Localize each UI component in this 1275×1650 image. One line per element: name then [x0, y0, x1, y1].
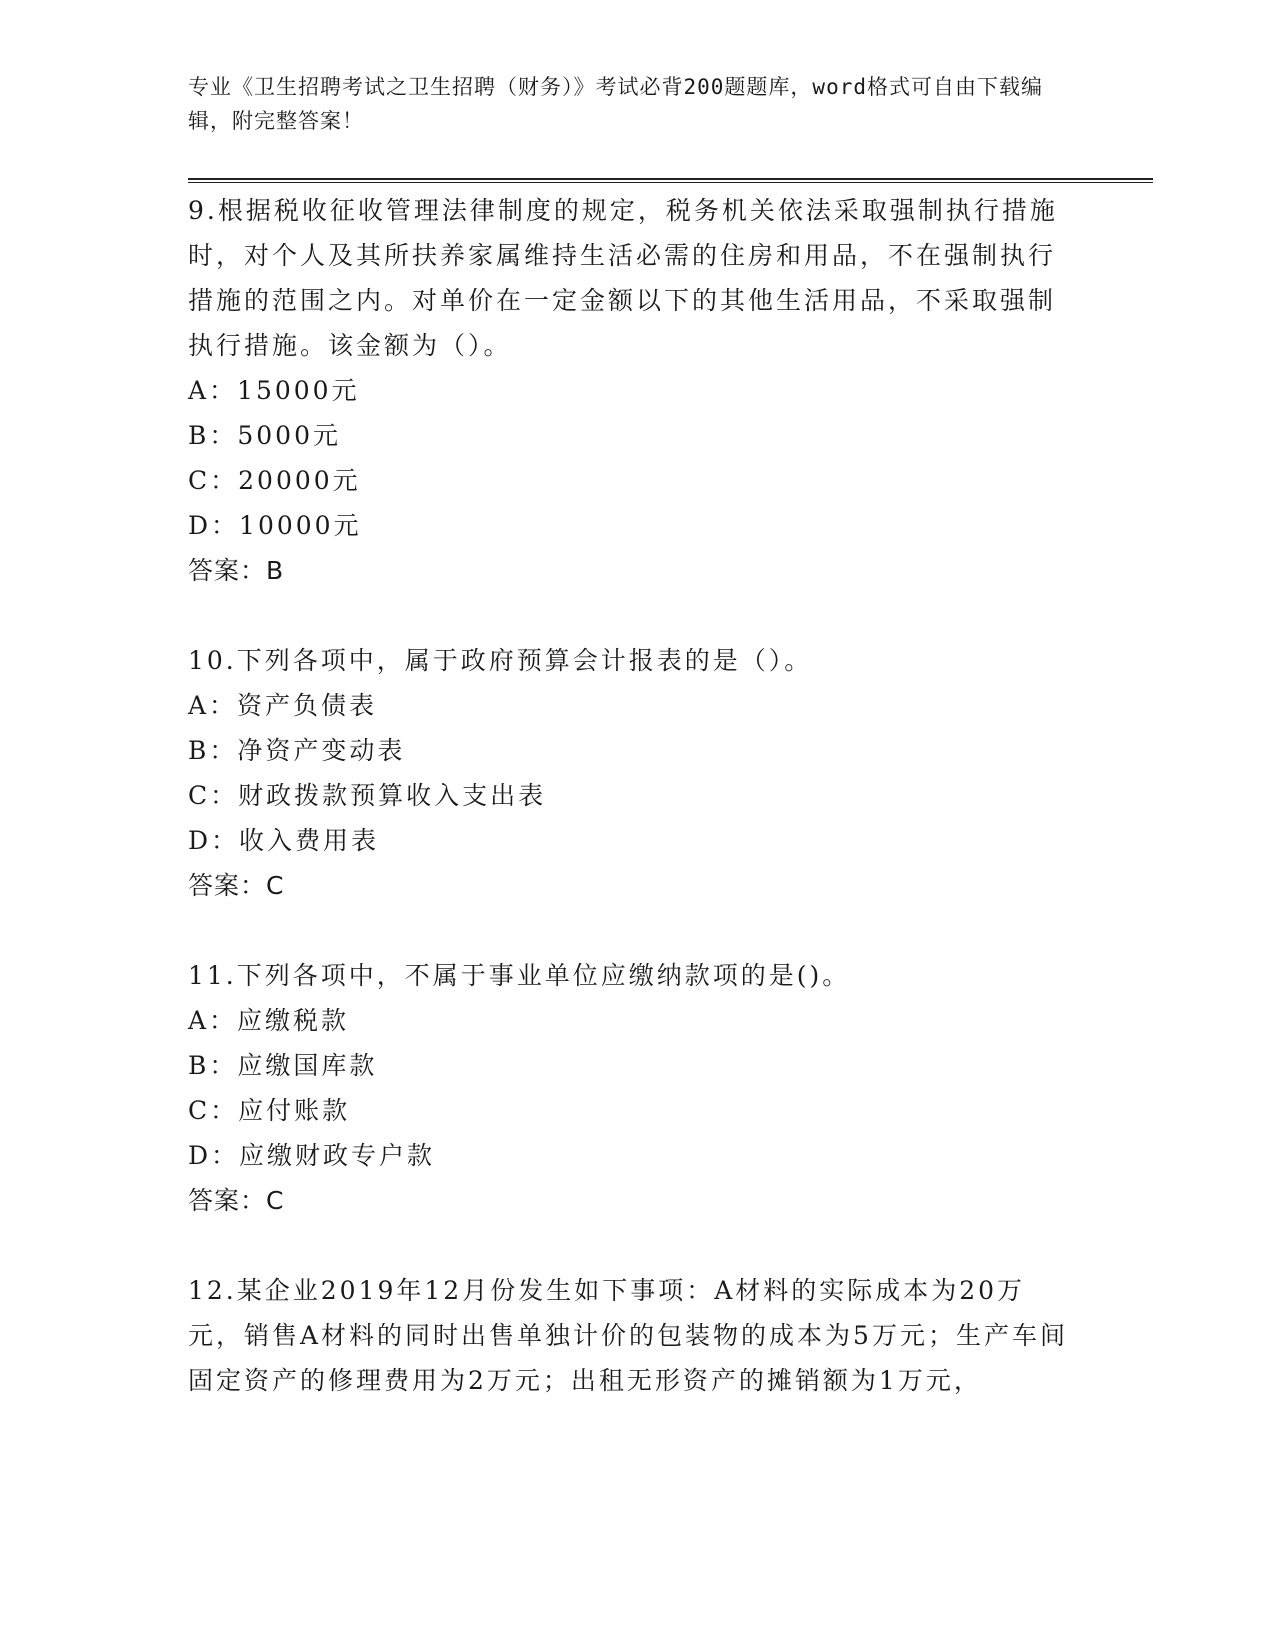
option-b: B：净资产变动表 [188, 736, 406, 765]
question-11 [188, 953, 1068, 1223]
answer: 答案：B [188, 556, 285, 585]
header-rule-thick [188, 178, 1153, 180]
question-text: 12.某企业2019年12月份发生如下事项：A材料的实际成本为20万元，销售A材料的同时出售单独计价的包装物的成本为5万元；生产车间固定资产的修理费用为2万元；出租无形资产的摊销额为1万元， [188, 1276, 1068, 1395]
option-b: B：应缴国库款 [188, 1051, 378, 1080]
question-list [188, 188, 1068, 1448]
option-c: C：应付账款 [188, 1096, 351, 1125]
option-c: C：20000元 [188, 466, 361, 495]
option-a: A：资产负债表 [188, 691, 378, 720]
option-a: A：应缴税款 [188, 1006, 350, 1035]
option-d: D：应缴财政专户款 [188, 1141, 436, 1170]
answer: 答案：C [188, 1186, 285, 1215]
option-a: A：15000元 [188, 376, 360, 405]
question-text: 11.下列各项中，不属于事业单位应缴纳款项的是()。 [188, 961, 851, 990]
answer: 答案：C [188, 871, 285, 900]
question-10 [188, 638, 1068, 908]
question-text: 9.根据税收征收管理法律制度的规定，税务机关依法采取强制执行措施时，对个人及其所扶养家属维持生活必需的住房和用品，不在强制执行措施的范围之内。对单价在一定金额以下的其他生活用品，不采取强制执行措施。该金额为（）。 [188, 196, 1058, 360]
option-b: B：5000元 [188, 421, 341, 450]
document-header [188, 70, 1068, 138]
option-c: C：财政拨款预算收入支出表 [188, 781, 547, 810]
option-d: D：10000元 [188, 511, 362, 540]
header-title: 专业《卫生招聘考试之卫生招聘（财务）》考试必背200题题库，word格式可自由下载编辑，附完整答案！ [188, 75, 1043, 133]
header-rule-thin [188, 182, 1153, 183]
question-12 [188, 1268, 1068, 1403]
question-9 [188, 188, 1068, 593]
option-d: D：收入费用表 [188, 826, 380, 855]
question-text: 10.下列各项中，属于政府预算会计报表的是（）。 [188, 646, 813, 675]
